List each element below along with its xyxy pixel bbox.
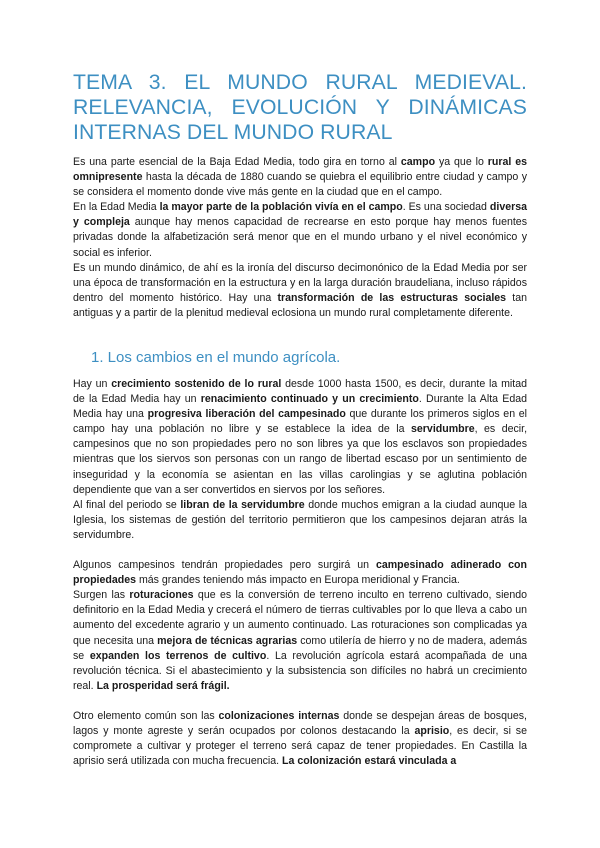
title-line-2: RELEVANCIA, EVOLUCIÓN Y DINÁMICAS — [73, 96, 527, 119]
bold-text: aprisio — [414, 724, 450, 737]
section-body — [73, 377, 527, 769]
bold-text: campo — [400, 156, 436, 168]
paragraph — [73, 498, 527, 543]
text-run: como utilería de hierro y no de madera, además se — [73, 634, 528, 662]
text-run: Algunos campesinos tendrán propiedades pero surgirá un — [73, 559, 376, 572]
text-run: Es un mundo dinámico, de ahí es la ironía del discurso decimonónico de la Edad Media por ser una época de transformación en la estructura y en la larga duración braudeliana, incluso rápidos dentro del momento histórico. Hay una — [73, 261, 527, 304]
paragraph — [73, 261, 527, 321]
bold-text: La colonización estará vinculada a — [282, 755, 457, 768]
paragraph — [73, 558, 527, 588]
title-line-3: INTERNAS DEL MUNDO RURAL — [73, 121, 393, 144]
bold-text: la mayor parte de la población vivía en el campo — [159, 201, 403, 214]
text-run: . La revolución agrícola estará acompañada de una revolución técnica. Si el abastecimiento y la subsistencia son difíciles no habrá un crecimiento real. — [73, 649, 527, 692]
bold-text: crecimiento sostenido de lo rural — [111, 378, 282, 390]
bold-text: transformación de las estructuras sociales — [277, 291, 507, 304]
bold-text: campesinado adinerado con propiedades — [73, 559, 527, 587]
text-run: hasta la década de 1880 cuando se quiebra el equilibrio entre ciudad y campo y se considera el momento donde vive más gente en la ciudad que en el campo. — [73, 171, 527, 199]
bold-text: servidumbre — [411, 423, 475, 436]
intro-section — [73, 155, 527, 321]
text-run: más grandes teniendo más impacto en Europa meridional y Francia. — [136, 574, 460, 587]
text-run: . Durante la Alta Edad Media hay una — [73, 393, 528, 421]
text-run: que es la conversión de terreno inculto en terreno cultivado, siendo definitorio en la Edad Media y crecerá el número de tierras cultivables por lo que lleva a cabo un aumento del excedente agrario y un aumento continuado. Las roturaciones son complicadas ya que necesita una — [73, 589, 528, 647]
text-run: Es una parte esencial de la Baja Edad Media, todo gira en torno al — [73, 156, 401, 168]
paragraph — [73, 155, 527, 200]
bold-text: progresiva liberación del campesinado — [147, 408, 346, 421]
paragraph — [73, 709, 527, 769]
bold-text: mejora de técnicas agrarias — [157, 634, 298, 647]
text-run: Al final del periodo se — [73, 498, 181, 511]
bold-text: colonizaciones internas — [218, 709, 340, 722]
text-run: , es decir, si se compromete a cultivar y proteger el terreno será capaz de tener propiedades. En Castilla la aprisio será utilizada con mucha frecuencia. — [73, 724, 527, 768]
bold-text: diversa y compleja — [73, 201, 528, 229]
text-run: Otro elemento común son las — [73, 709, 219, 722]
bold-text: expanden los terrenos de cultivo — [89, 649, 267, 662]
text-run: aunque hay menos capacidad de recrearse en esto porque hay menos fuentes privadas donde la alfabetización será menor que en el mundo urbano y el nivel económico y social es inferior. — [73, 216, 527, 259]
text-run: En la Edad Media — [73, 201, 160, 214]
section-heading: 1. Los cambios en el mundo agrícola. — [91, 349, 341, 366]
bold-text: renacimiento continuado y un crecimiento — [200, 393, 419, 406]
text-run: Hay un — [73, 378, 112, 390]
bold-text: roturaciones — [129, 589, 194, 602]
page-title — [73, 70, 527, 145]
text-run: donde muchos emigran a la ciudad aunque la Iglesia, los sistemas de gestión del territorio permitieron que los campesinos dejaran atrás la servidumbre. — [73, 498, 527, 541]
bold-text: rural es omnipresente — [73, 156, 528, 184]
paragraph — [73, 377, 527, 498]
title-line-1: TEMA 3. EL MUNDO RURAL MEDIEVAL. — [73, 71, 527, 94]
bold-text: libran de la servidumbre — [180, 498, 305, 511]
text-run: , es decir, campesinos que no son propiedades pero no son libres ya que los esclavos son propiedades mientras que los siervos son personas con un rango de libertad escaso por un sentimiento de inseguridad y la economía se asientan en las villas carolingias y se aglutina población dependiente que van a ser convertidos en siervos por los señores. — [73, 423, 528, 496]
text-run: donde se despejan áreas de bosques, lagos y monte agreste y serán ocupados por colonos destacando la — [73, 709, 527, 737]
paragraph — [73, 200, 527, 260]
text-run: Surgen las — [73, 589, 130, 602]
text-run: que durante los primeros siglos en el campo hay una población no libre y se establece la idea de la — [73, 408, 527, 436]
bold-text: La prosperidad será frágil. — [96, 679, 230, 692]
text-run: desde 1000 hasta 1500, es decir, durante la mitad de la Edad Media hay un — [73, 378, 527, 406]
text-run: ya que lo — [435, 156, 488, 168]
paragraph — [73, 588, 527, 694]
text-run: . Es una sociedad — [402, 201, 490, 214]
text-run: tan antiguas y a partir de la plenitud medieval eclosiona un mundo rural completamente diferente. — [73, 291, 527, 319]
